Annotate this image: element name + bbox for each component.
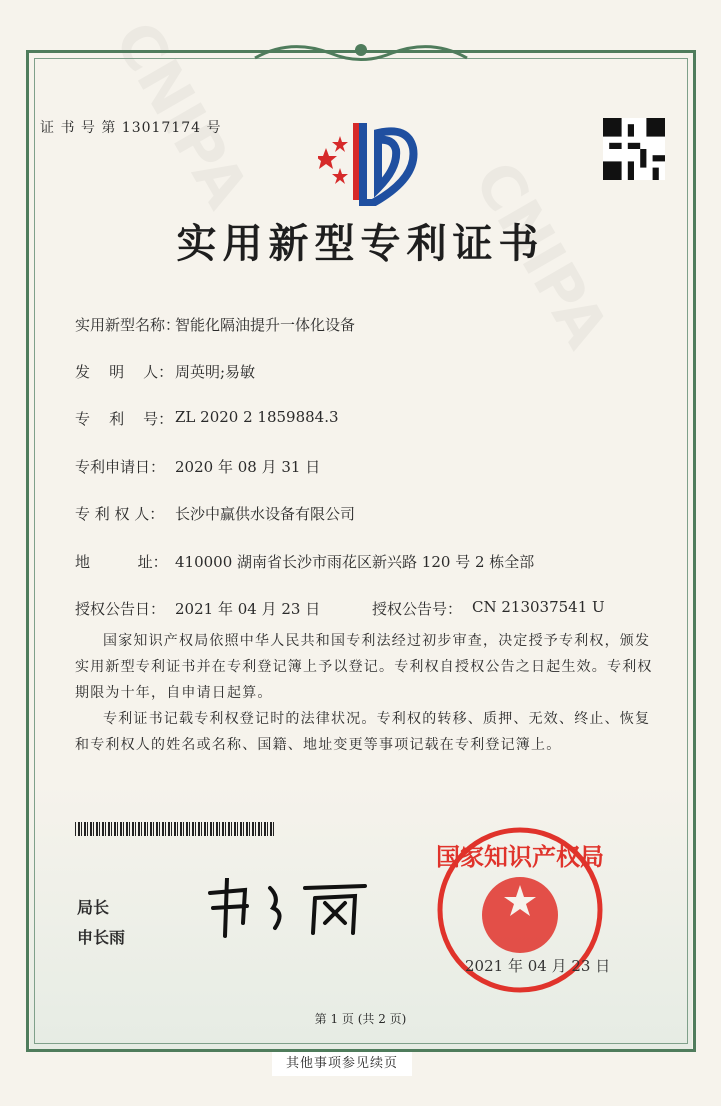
seal-date: 2021 年 04 月 23 日: [465, 957, 611, 975]
field-value: ZL 2020 2 1859884.3: [175, 408, 339, 426]
field-label: 授权公告日：: [75, 600, 166, 618]
field-grant-date: [75, 598, 320, 619]
field-value: 2020 年 08 月 31 日: [175, 458, 321, 476]
continuation-note: 其他事项参见续页: [272, 1052, 412, 1076]
field-value: 周英明;易敏: [175, 363, 256, 381]
field-name: [75, 314, 355, 335]
field-label: 专 利 权 人：: [75, 505, 165, 523]
qr-code-icon: [603, 118, 665, 180]
barcode: [75, 822, 275, 836]
field-label: 发 明 人：: [75, 363, 174, 381]
field-inventor: [75, 361, 255, 382]
page-title: 实用新型专利证书: [176, 220, 545, 267]
field-filing-date: [75, 456, 320, 477]
field-patent-no: [75, 408, 339, 429]
field-value: 2021 年 04 月 23 日: [175, 600, 321, 618]
page-indicator: 第 1 页 (共 2 页): [314, 1012, 407, 1026]
cnipa-logo-icon: [318, 118, 423, 206]
field-label: 授权公告号：: [372, 600, 463, 618]
seal-text: 国家知识产权局: [436, 843, 604, 871]
field-patentee: [75, 503, 355, 524]
field-value: 智能化隔油提升一体化设备: [175, 316, 356, 334]
signatory-name: 申长雨: [77, 928, 126, 947]
field-label: 地 址：: [75, 553, 168, 571]
field-address: [75, 551, 534, 572]
signatory-title: 局长: [77, 898, 110, 917]
field-announce-no: [372, 598, 605, 619]
field-label: 专 利 号：: [75, 410, 174, 428]
certificate-number: 证 书 号 第 13017174 号: [40, 120, 222, 136]
field-value: CN 213037541 U: [472, 598, 605, 616]
field-value: 410000 湖南省长沙市雨花区新兴路 120 号 2 栋全部: [175, 553, 535, 571]
ornament-icon: [250, 38, 472, 68]
signature-icon: [205, 878, 375, 938]
field-label: 专利申请日：: [75, 458, 166, 476]
field-value: 长沙中赢供水设备有限公司: [175, 505, 356, 523]
paragraph: 国家知识产权局依照中华人民共和国专利法经过初步审查，决定授予专利权，颁发实用新型专利证书并在专利登记簿上予以登记。专利权自授权公告之日起生效。专利权期限为十年，自申请日起算。: [75, 633, 653, 701]
paragraph: 专利证书记载专利权登记时的法律状况。专利权的转移、质押、无效、终止、恢复和专利权人的姓名或名称、国籍、地址变更等事项记载在专利登记簿上。: [75, 711, 651, 753]
field-label: 实用新型名称：: [75, 316, 181, 334]
